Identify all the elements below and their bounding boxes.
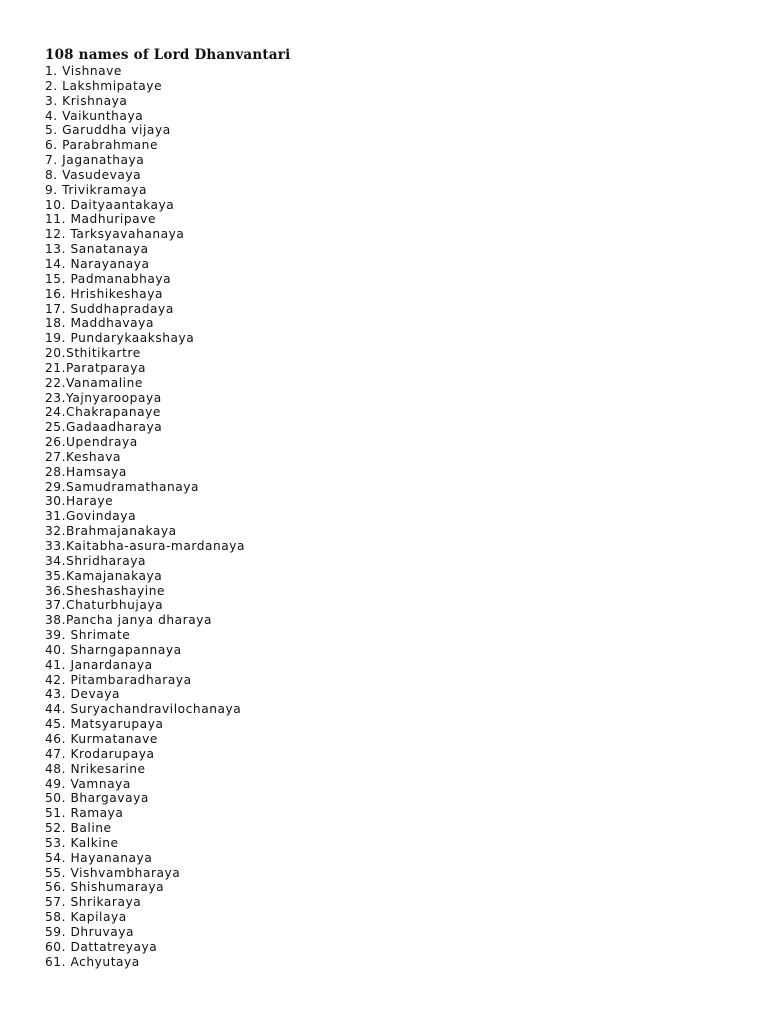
list-item: 11. Madhuripave xyxy=(45,212,156,227)
list-item: 53. Kalkine xyxy=(45,835,119,850)
list-item: 50. Bhargavaya xyxy=(45,791,149,806)
list-item: 35.Kamajanakaya xyxy=(45,568,163,583)
list-item: 30.Haraye xyxy=(45,494,114,509)
list-item: 5. Garuddha vijaya xyxy=(45,123,171,138)
list-item: 19. Pundarykaakshaya xyxy=(45,331,195,346)
list-item: 43. Devaya xyxy=(45,687,121,702)
list-item: 21.Paratparaya xyxy=(45,360,146,375)
list-item: 3. Krishnaya xyxy=(45,93,128,108)
list-item: 58. Kapilaya xyxy=(45,910,127,925)
list-item: 60. Dattatreyaya xyxy=(45,939,158,954)
list-item: 31.Govindaya xyxy=(45,509,137,524)
list-item: 18. Maddhavaya xyxy=(45,316,154,331)
list-item: 16. Hrishikeshaya xyxy=(45,286,163,301)
names-list xyxy=(45,64,745,969)
list-item: 47. Krodarupaya xyxy=(45,746,155,761)
list-item: 6. Parabrahmane xyxy=(45,138,159,153)
list-item: 23.Yajnyaroopaya xyxy=(45,390,162,405)
list-item: 26.Upendraya xyxy=(45,435,138,450)
list-item: 44. Suryachandravilochanaya xyxy=(45,702,242,717)
list-item: 10. Daityaantakaya xyxy=(45,197,175,212)
list-item: 56. Shishumaraya xyxy=(45,880,165,895)
list-item: 13. Sanatanaya xyxy=(45,242,149,257)
list-item: 29.Samudramathanaya xyxy=(45,479,200,494)
list-item: 48. Nrikesarine xyxy=(45,761,146,776)
list-item: 27.Keshava xyxy=(45,449,121,464)
list-item: 52. Baline xyxy=(45,821,112,836)
list-item: 32.Brahmajanakaya xyxy=(45,524,177,539)
list-item: 39. Shrimate xyxy=(45,628,131,643)
list-item: 38.Pancha janya dharaya xyxy=(45,613,213,628)
list-item: 57. Shrikaraya xyxy=(45,895,142,910)
list-item: 51. Ramaya xyxy=(45,806,124,821)
list-item: 4. Vaikunthaya xyxy=(45,108,144,123)
list-item: 54. Hayananaya xyxy=(45,850,153,865)
list-item: 28.Hamsaya xyxy=(45,464,127,479)
document-title: 108 names of Lord Dhanvantari xyxy=(45,47,291,63)
list-item: 55. Vishvambharaya xyxy=(45,865,181,880)
list-item: 24.Chakrapanaye xyxy=(45,405,161,420)
list-item: 61. Achyutaya xyxy=(45,954,140,969)
list-item: 40. Sharngapannaya xyxy=(45,642,182,657)
list-item: 34.Shridharaya xyxy=(45,553,147,568)
list-item: 17. Suddhapradaya xyxy=(45,301,174,316)
list-item: 12. Tarksyavahanaya xyxy=(45,227,185,242)
list-item: 42. Pitambaradharaya xyxy=(45,672,192,687)
list-item: 8. Vasudevaya xyxy=(45,167,142,182)
list-item: 37.Chaturbhujaya xyxy=(45,598,164,613)
list-item: 20.Sthitikartre xyxy=(45,346,141,361)
document-page xyxy=(45,46,745,969)
list-item: 45. Matsyarupaya xyxy=(45,717,164,732)
list-item: 22.Vanamaline xyxy=(45,375,143,390)
list-item: 49. Vamnaya xyxy=(45,776,131,791)
list-item: 14. Narayanaya xyxy=(45,256,150,271)
list-item: 2. Lakshmipataye xyxy=(45,78,163,93)
list-item: 9. Trivikramaya xyxy=(45,182,147,197)
list-item: 1. Vishnave xyxy=(45,64,122,78)
list-item: 59. Dhruvaya xyxy=(45,924,135,939)
list-item: 15. Padmanabhaya xyxy=(45,271,172,286)
list-item: 7. Jaganathaya xyxy=(45,153,145,168)
list-item: 46. Kurmatanave xyxy=(45,731,158,746)
list-item: 25.Gadaadharaya xyxy=(45,420,163,435)
list-item: 33.Kaitabha-asura-mardanaya xyxy=(45,539,246,553)
list-item: 36.Sheshashayine xyxy=(45,583,166,598)
list-item: 41. Janardanaya xyxy=(45,657,153,672)
